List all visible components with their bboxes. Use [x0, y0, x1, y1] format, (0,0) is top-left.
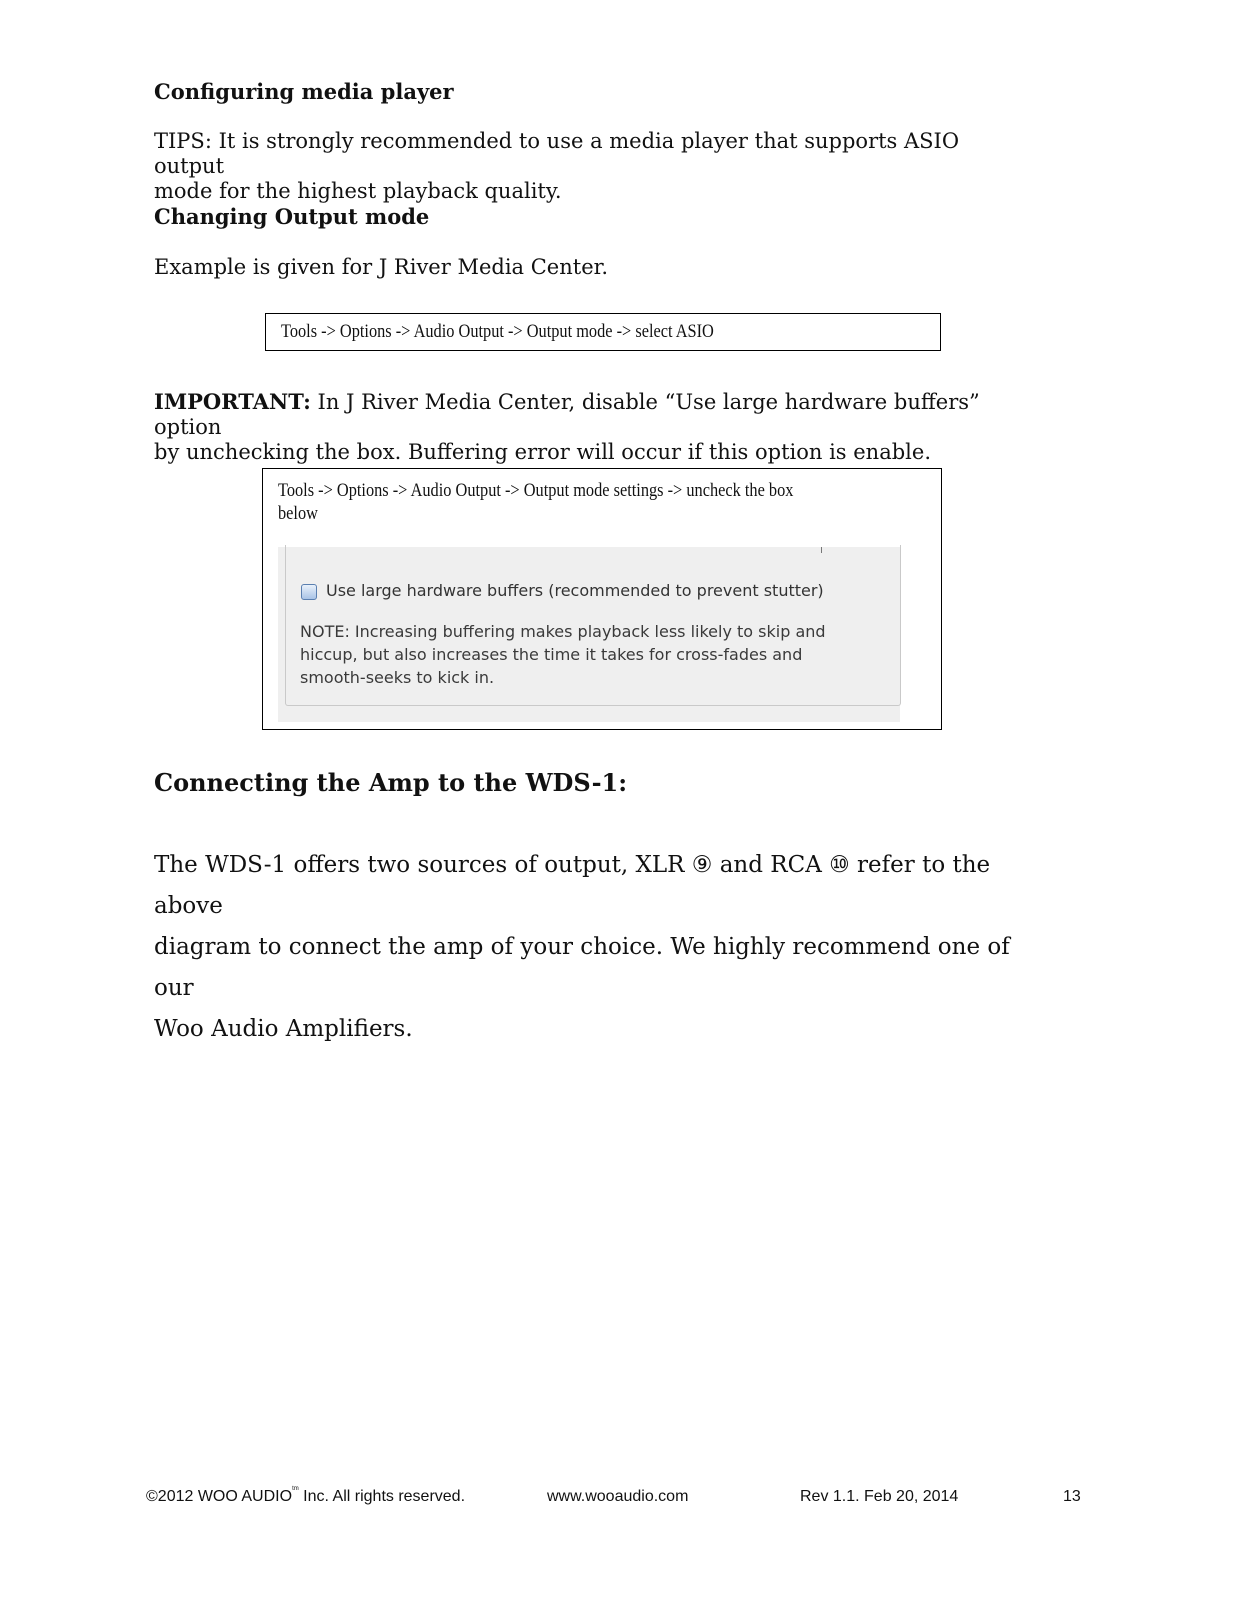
connecting-line-2: diagram to connect the amp of your choice. We highly recommend one of our: [154, 934, 1010, 1001]
important-line-1: [154, 389, 1014, 440]
tips-line-2: mode for the highest playback quality.: [154, 179, 562, 203]
menu-path-buffers-line-1: Tools -> Options -> Audio Output -> Output mode settings -> uncheck the box: [278, 480, 794, 501]
hardware-buffers-checkbox-label: Use large hardware buffers (recommended to prevent stutter): [326, 581, 824, 600]
buffering-note: [300, 620, 860, 689]
hardware-buffers-checkbox[interactable]: [301, 584, 317, 600]
buffering-note-line-1: NOTE: Increasing buffering makes playback less likely to skip and: [300, 622, 826, 641]
tips-line-1: TIPS: It is strongly recommended to use a media player that supports ASIO output: [154, 129, 960, 178]
important-line-2: by unchecking the box. Buffering error will occur if this option is enable.: [154, 440, 931, 464]
instruction-box-buffers: [262, 468, 942, 730]
tips-paragraph: [154, 129, 1014, 204]
settings-screenshot: [278, 547, 900, 722]
connecting-paragraph: [154, 845, 1034, 1050]
menu-path-buffers: [278, 479, 914, 525]
section-heading-connecting: Connecting the Amp to the WDS-1:: [154, 768, 628, 797]
divider-tick: [821, 547, 822, 553]
connecting-line-3: Woo Audio Amplifiers.: [154, 1016, 413, 1042]
buffering-note-line-3: smooth-seeks to kick in.: [300, 668, 495, 687]
instruction-box-asio: [265, 313, 941, 351]
footer-copyright: [146, 1488, 465, 1506]
menu-path-asio: Tools -> Options -> Audio Output -> Output mode -> select ASIO: [281, 321, 714, 342]
important-paragraph: [154, 389, 1014, 465]
connecting-line-1: The WDS-1 offers two sources of output, XLR ⑨ and RCA ⑩ refer to the above: [154, 852, 991, 919]
footer-copyright-brand: ©2012 WOO AUDIO: [146, 1488, 293, 1505]
menu-path-buffers-line-2: below: [278, 503, 318, 524]
trademark-mark: tm: [292, 1486, 299, 1492]
footer-revision: Rev 1.1. Feb 20, 2014: [800, 1488, 959, 1505]
important-label: IMPORTANT:: [154, 389, 311, 414]
buffering-note-line-2: hiccup, but also increases the time it takes for cross-fades and: [300, 645, 803, 664]
example-text: Example is given for J River Media Center.: [154, 255, 609, 279]
footer-page-number: 13: [1063, 1488, 1081, 1505]
footer-copyright-rest: Inc. All rights reserved.: [298, 1488, 466, 1505]
section-heading-output-mode: Changing Output mode: [154, 204, 430, 229]
section-heading-configuring: Configuring media player: [154, 79, 454, 104]
important-line-1-text: In J River Media Center, disable “Use large hardware buffers” option: [154, 390, 980, 439]
footer-website: www.wooaudio.com: [547, 1488, 689, 1505]
